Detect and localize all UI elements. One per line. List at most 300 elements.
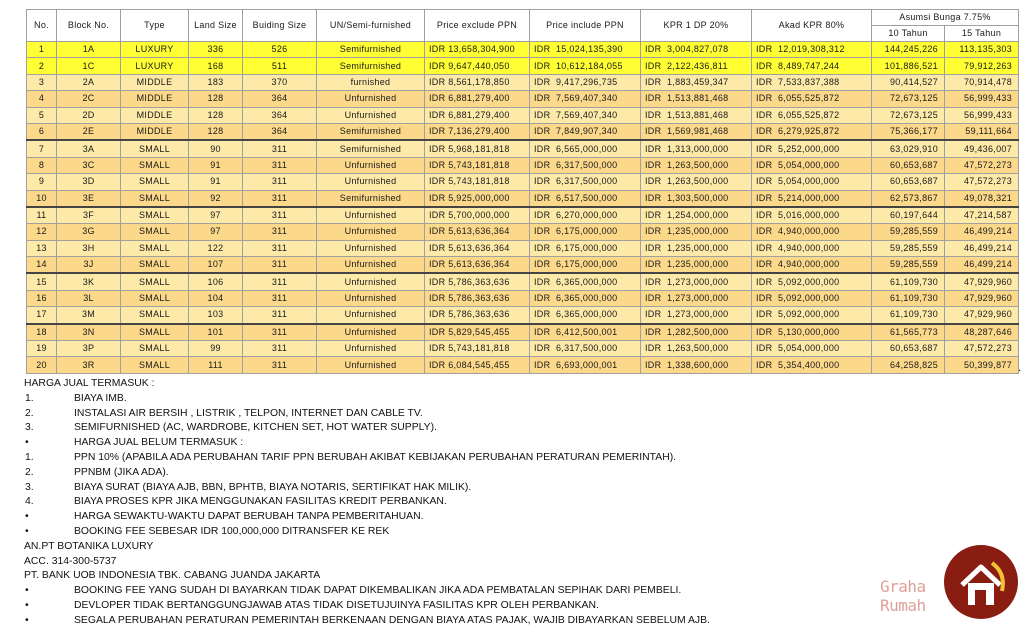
- cell-akad-kpr: [752, 157, 872, 173]
- cell-land-size: 91: [189, 157, 243, 173]
- cell-no: 17: [27, 307, 57, 324]
- cell-land-size: 103: [189, 307, 243, 324]
- cell-no: 10: [27, 190, 57, 207]
- cell-building-size: 311: [243, 224, 317, 240]
- table-row: [27, 357, 1019, 373]
- currency-label: IDR: [534, 359, 551, 370]
- cell-15-years: 48,287,646: [945, 324, 1019, 341]
- cell-furnish: Unfurnished: [317, 341, 425, 357]
- currency-label: IDR: [534, 109, 551, 120]
- header-land-size: Land Size: [189, 10, 243, 42]
- cell-10-years: 59,285,559: [872, 257, 945, 274]
- cell-kpr-dp-value: 1,235,000,000: [667, 242, 729, 253]
- cell-akad-kpr-value: 4,940,000,000: [778, 259, 840, 270]
- cell-kpr-dp: [641, 42, 752, 58]
- cell-building-size: 311: [243, 257, 317, 274]
- cell-price-include-value: 10,612,184,055: [556, 60, 623, 71]
- cell-price-exclude: IDR 8,561,178,850: [425, 74, 530, 90]
- table-row: [27, 74, 1019, 90]
- cell-building-size: 370: [243, 74, 317, 90]
- cell-price-exclude: IDR 5,700,000,000: [425, 207, 530, 224]
- cell-block: 3C: [57, 157, 121, 173]
- note-marker: •: [25, 525, 29, 537]
- table-row: [27, 157, 1019, 173]
- cell-akad-kpr: [752, 257, 872, 274]
- note-text: ACC. 314-300-5737: [24, 555, 117, 567]
- cell-price-exclude: IDR 6,084,545,455: [425, 357, 530, 373]
- cell-akad-kpr: [752, 290, 872, 306]
- cell-15-years: 50,399,877: [945, 357, 1019, 373]
- cell-block: 3G: [57, 224, 121, 240]
- cell-price-exclude: IDR 5,743,181,818: [425, 341, 530, 357]
- note-text: HARGA JUAL TERMASUK :: [24, 378, 155, 389]
- cell-block: 1A: [57, 42, 121, 58]
- cell-land-size: 99: [189, 341, 243, 357]
- cell-akad-kpr: [752, 224, 872, 240]
- cell-type: MIDDLE: [121, 107, 189, 123]
- cell-price-include: [530, 91, 641, 107]
- cell-price-exclude: IDR 5,786,363,636: [425, 307, 530, 324]
- cell-type: SMALL: [121, 290, 189, 306]
- cell-10-years: 61,109,730: [872, 273, 945, 290]
- cell-10-years: 60,653,687: [872, 174, 945, 190]
- currency-label: IDR: [534, 93, 551, 104]
- cell-price-include-value: 6,365,000,000: [556, 276, 618, 287]
- cell-akad-kpr-value: 5,354,400,000: [778, 359, 840, 370]
- currency-label: IDR: [534, 226, 551, 237]
- note-marker: •: [25, 511, 29, 523]
- currency-label: IDR: [645, 309, 662, 320]
- cell-block: 2C: [57, 91, 121, 107]
- cell-building-size: 311: [243, 240, 317, 256]
- trailing-mark: .: [1018, 360, 1022, 374]
- cell-price-include-value: 7,569,407,340: [556, 93, 618, 104]
- currency-label: IDR: [645, 276, 662, 287]
- cell-15-years: 56,999,433: [945, 91, 1019, 107]
- currency-label: IDR: [645, 44, 662, 55]
- cell-type: MIDDLE: [121, 74, 189, 90]
- note-marker: 4.: [25, 496, 34, 508]
- cell-price-exclude: IDR 5,968,181,818: [425, 140, 530, 157]
- cell-furnish: Unfurnished: [317, 157, 425, 173]
- cell-furnish: Unfurnished: [317, 207, 425, 224]
- cell-akad-kpr-value: 6,055,525,872: [778, 109, 840, 120]
- cell-no: 5: [27, 107, 57, 123]
- note-text: INSTALASI AIR BERSIH , LISTRIK , TELPON, INTERNET DAN CABLE TV.: [74, 407, 423, 419]
- cell-furnish: Unfurnished: [317, 324, 425, 341]
- cell-kpr-dp: [641, 140, 752, 157]
- cell-akad-kpr-value: 4,940,000,000: [778, 226, 840, 237]
- currency-label: IDR: [645, 242, 662, 253]
- cell-land-size: 111: [189, 357, 243, 373]
- cell-no: 11: [27, 207, 57, 224]
- table-row: [27, 123, 1019, 140]
- cell-15-years: 47,572,273: [945, 174, 1019, 190]
- cell-block: 1C: [57, 58, 121, 74]
- cell-type: SMALL: [121, 190, 189, 207]
- cell-block: 3F: [57, 207, 121, 224]
- currency-label: IDR: [534, 159, 551, 170]
- cell-type: SMALL: [121, 307, 189, 324]
- cell-price-include-value: 6,565,000,000: [556, 143, 618, 154]
- cell-furnish: Semifurnished: [317, 140, 425, 157]
- cell-price-include: [530, 207, 641, 224]
- currency-label: IDR: [756, 293, 773, 304]
- cell-furnish: furnished: [317, 74, 425, 90]
- note-text: SEGALA PERUBAHAN PERATURAN PEMERINTAH BERKENAAN DENGAN BIAYA ATAS PAJAK, WAJIB DIBAYARKAN SEBELUM AJB.: [74, 614, 710, 626]
- currency-label: IDR: [534, 309, 551, 320]
- cell-akad-kpr-value: 5,092,000,000: [778, 309, 840, 320]
- cell-price-exclude: IDR 5,743,181,818: [425, 174, 530, 190]
- note-marker: •: [25, 437, 29, 449]
- cell-15-years: 70,914,478: [945, 74, 1019, 90]
- cell-land-size: 97: [189, 207, 243, 224]
- cell-kpr-dp-value: 3,004,827,078: [667, 44, 729, 55]
- note-text: PT. BANK UOB INDONESIA TBK. CABANG JUANDA JAKARTA: [24, 570, 321, 582]
- cell-kpr-dp: [641, 58, 752, 74]
- note-marker: 1.: [25, 451, 34, 463]
- cell-akad-kpr: [752, 107, 872, 123]
- cell-15-years: 56,999,433: [945, 107, 1019, 123]
- cell-furnish: Unfurnished: [317, 174, 425, 190]
- cell-furnish: Unfurnished: [317, 307, 425, 324]
- table-row: [27, 207, 1019, 224]
- cell-no: 4: [27, 91, 57, 107]
- table-row: [27, 107, 1019, 123]
- cell-price-include-value: 6,175,000,000: [556, 259, 618, 270]
- cell-building-size: 311: [243, 290, 317, 306]
- cell-land-size: 91: [189, 174, 243, 190]
- note-text: SEMIFURNISHED (AC, WARDROBE, KITCHEN SET, HOT WATER SUPPLY).: [74, 422, 437, 434]
- cell-land-size: 107: [189, 257, 243, 274]
- cell-land-size: 128: [189, 107, 243, 123]
- cell-block: 3P: [57, 341, 121, 357]
- note-text: AN.PT BOTANIKA LUXURY: [24, 540, 154, 552]
- cell-building-size: 311: [243, 140, 317, 157]
- cell-price-include: [530, 341, 641, 357]
- cell-10-years: 61,109,730: [872, 307, 945, 324]
- cell-block: 2E: [57, 123, 121, 140]
- currency-label: IDR: [756, 259, 773, 270]
- cell-kpr-dp-value: 1,235,000,000: [667, 259, 729, 270]
- table-row: [27, 341, 1019, 357]
- currency-label: IDR: [534, 76, 551, 87]
- cell-price-include-value: 6,317,500,000: [556, 343, 618, 354]
- note-marker: 3.: [25, 422, 34, 434]
- cell-10-years: 61,109,730: [872, 290, 945, 306]
- cell-price-include-value: 6,365,000,000: [556, 309, 618, 320]
- cell-15-years: 47,214,587: [945, 207, 1019, 224]
- cell-type: SMALL: [121, 207, 189, 224]
- cell-kpr-dp: [641, 224, 752, 240]
- cell-10-years: 64,258,825: [872, 357, 945, 373]
- cell-akad-kpr-value: 5,214,000,000: [778, 192, 840, 203]
- currency-label: IDR: [645, 359, 662, 370]
- cell-block: 3R: [57, 357, 121, 373]
- cell-block: 3A: [57, 140, 121, 157]
- cell-land-size: 92: [189, 190, 243, 207]
- cell-building-size: 311: [243, 207, 317, 224]
- cell-type: SMALL: [121, 341, 189, 357]
- cell-akad-kpr-value: 5,054,000,000: [778, 343, 840, 354]
- cell-akad-kpr: [752, 307, 872, 324]
- graha-rumah-watermark: [878, 545, 1020, 627]
- currency-label: IDR: [645, 326, 662, 337]
- cell-15-years: 49,436,007: [945, 140, 1019, 157]
- cell-10-years: 61,565,773: [872, 324, 945, 341]
- cell-akad-kpr: [752, 240, 872, 256]
- currency-label: IDR: [534, 60, 551, 71]
- cell-land-size: 128: [189, 123, 243, 140]
- cell-price-include-value: 6,412,500,001: [556, 326, 618, 337]
- cell-kpr-dp: [641, 290, 752, 306]
- currency-label: IDR: [645, 176, 662, 187]
- cell-furnish: Unfurnished: [317, 240, 425, 256]
- cell-price-exclude: IDR 5,613,636,364: [425, 224, 530, 240]
- cell-price-include: [530, 273, 641, 290]
- cell-price-include-value: 15,024,135,390: [556, 44, 623, 55]
- cell-kpr-dp: [641, 190, 752, 207]
- cell-10-years: 59,285,559: [872, 240, 945, 256]
- table-row: [27, 174, 1019, 190]
- table-row: [27, 307, 1019, 324]
- note-text: BIAYA SURAT (BIAYA AJB, BBN, BPHTB, BIAYA NOTARIS, SERTIFIKAT HAK MILIK).: [74, 481, 472, 493]
- cell-15-years: 59,111,664: [945, 123, 1019, 140]
- cell-kpr-dp: [641, 307, 752, 324]
- cell-type: SMALL: [121, 157, 189, 173]
- cell-price-include: [530, 140, 641, 157]
- cell-price-exclude: IDR 7,136,279,400: [425, 123, 530, 140]
- cell-block: 3M: [57, 307, 121, 324]
- cell-building-size: 311: [243, 324, 317, 341]
- cell-block: 3J: [57, 257, 121, 274]
- cell-furnish: Semifurnished: [317, 123, 425, 140]
- cell-block: 3E: [57, 190, 121, 207]
- note-text: BIAYA PROSES KPR JIKA MENGGUNAKAN FASILITAS KREDIT PERBANKAN.: [74, 496, 447, 508]
- cell-price-include-value: 6,317,500,000: [556, 176, 618, 187]
- currency-label: IDR: [756, 359, 773, 370]
- header-no: No.: [27, 10, 57, 42]
- cell-price-exclude: IDR 6,881,279,400: [425, 91, 530, 107]
- currency-label: IDR: [756, 126, 773, 137]
- currency-label: IDR: [534, 44, 551, 55]
- cell-land-size: 106: [189, 273, 243, 290]
- cell-akad-kpr-value: 5,092,000,000: [778, 276, 840, 287]
- currency-label: IDR: [756, 242, 773, 253]
- cell-kpr-dp: [641, 341, 752, 357]
- cell-price-include: [530, 324, 641, 341]
- cell-price-include: [530, 224, 641, 240]
- cell-price-exclude: IDR 5,786,363,636: [425, 290, 530, 306]
- cell-no: 14: [27, 257, 57, 274]
- cell-price-include-value: 6,175,000,000: [556, 226, 618, 237]
- cell-akad-kpr-value: 6,279,925,872: [778, 126, 840, 137]
- cell-no: 7: [27, 140, 57, 157]
- currency-label: IDR: [534, 176, 551, 187]
- cell-type: SMALL: [121, 240, 189, 256]
- cell-akad-kpr: [752, 190, 872, 207]
- currency-label: IDR: [756, 109, 773, 120]
- cell-akad-kpr: [752, 207, 872, 224]
- currency-label: IDR: [756, 326, 773, 337]
- cell-10-years: 60,653,687: [872, 157, 945, 173]
- cell-price-include: [530, 107, 641, 123]
- header-type: Type: [121, 10, 189, 42]
- cell-type: LUXURY: [121, 58, 189, 74]
- cell-akad-kpr: [752, 91, 872, 107]
- cell-price-exclude: IDR 5,829,545,455: [425, 324, 530, 341]
- currency-label: IDR: [756, 60, 773, 71]
- cell-building-size: 364: [243, 107, 317, 123]
- cell-kpr-dp: [641, 357, 752, 373]
- cell-akad-kpr-value: 5,252,000,000: [778, 143, 840, 154]
- cell-type: SMALL: [121, 224, 189, 240]
- currency-label: IDR: [534, 143, 551, 154]
- cell-akad-kpr-value: 7,533,837,388: [778, 76, 840, 87]
- cell-no: 19: [27, 341, 57, 357]
- cell-kpr-dp: [641, 207, 752, 224]
- cell-kpr-dp: [641, 174, 752, 190]
- cell-land-size: 183: [189, 74, 243, 90]
- cell-no: 1: [27, 42, 57, 58]
- cell-10-years: 101,886,521: [872, 58, 945, 74]
- currency-label: IDR: [534, 192, 551, 203]
- cell-block: 2A: [57, 74, 121, 90]
- cell-15-years: 46,499,214: [945, 257, 1019, 274]
- note-text: BOOKING FEE SEBESAR IDR 100,000,000 DITRANSFER KE REK: [74, 525, 390, 537]
- cell-price-exclude: IDR 5,925,000,000: [425, 190, 530, 207]
- cell-price-include-value: 6,317,500,000: [556, 159, 618, 170]
- currency-label: IDR: [756, 343, 773, 354]
- cell-kpr-dp-value: 1,313,000,000: [667, 143, 729, 154]
- cell-no: 20: [27, 357, 57, 373]
- cell-price-include: [530, 123, 641, 140]
- cell-10-years: 59,285,559: [872, 224, 945, 240]
- cell-kpr-dp-value: 1,263,500,000: [667, 176, 729, 187]
- cell-akad-kpr-value: 4,940,000,000: [778, 242, 840, 253]
- table-row: [27, 257, 1019, 274]
- cell-kpr-dp-value: 1,303,500,000: [667, 192, 729, 203]
- cell-land-size: 90: [189, 140, 243, 157]
- header-price-exclude: Price exclude PPN: [425, 10, 530, 42]
- note-text: PPNBM (JIKA ADA).: [74, 466, 169, 478]
- cell-kpr-dp-value: 1,513,881,468: [667, 109, 729, 120]
- cell-15-years: 113,135,303: [945, 42, 1019, 58]
- cell-type: SMALL: [121, 324, 189, 341]
- cell-price-exclude: IDR 5,613,636,364: [425, 257, 530, 274]
- cell-kpr-dp-value: 1,263,500,000: [667, 159, 729, 170]
- currency-label: IDR: [534, 293, 551, 304]
- header-kpr-dp: KPR 1 DP 20%: [641, 10, 752, 42]
- cell-block: 2D: [57, 107, 121, 123]
- cell-akad-kpr-value: 5,054,000,000: [778, 176, 840, 187]
- cell-price-include-value: 9,417,296,735: [556, 76, 618, 87]
- note-text: BOOKING FEE YANG SUDAH DI BAYARKAN TIDAK DAPAT DIKEMBALIKAN JIKA ADA PEMBATALAN SEPIHAK DARI PEMBELI.: [74, 585, 682, 597]
- cell-10-years: 90,414,527: [872, 74, 945, 90]
- cell-akad-kpr-value: 8,489,747,244: [778, 60, 840, 71]
- cell-15-years: 47,572,273: [945, 157, 1019, 173]
- currency-label: IDR: [756, 143, 773, 154]
- cell-kpr-dp: [641, 273, 752, 290]
- cell-price-include-value: 6,365,000,000: [556, 293, 618, 304]
- cell-land-size: 336: [189, 42, 243, 58]
- cell-furnish: Unfurnished: [317, 357, 425, 373]
- cell-building-size: 311: [243, 357, 317, 373]
- cell-kpr-dp-value: 1,883,459,347: [667, 76, 729, 87]
- table-row: [27, 324, 1019, 341]
- note-text: HARGA JUAL BELUM TERMASUK :: [74, 437, 244, 449]
- cell-no: 13: [27, 240, 57, 256]
- table-row: [27, 290, 1019, 306]
- cell-kpr-dp: [641, 157, 752, 173]
- cell-akad-kpr-value: 5,016,000,000: [778, 210, 840, 221]
- cell-type: MIDDLE: [121, 123, 189, 140]
- cell-price-include: [530, 58, 641, 74]
- cell-building-size: 511: [243, 58, 317, 74]
- currency-label: IDR: [645, 293, 662, 304]
- cell-15-years: 79,912,263: [945, 58, 1019, 74]
- cell-price-include-value: 7,849,907,340: [556, 126, 618, 137]
- cell-building-size: 311: [243, 273, 317, 290]
- currency-label: IDR: [756, 210, 773, 221]
- cell-kpr-dp-value: 1,263,500,000: [667, 343, 729, 354]
- cell-10-years: 60,653,687: [872, 341, 945, 357]
- cell-block: 3N: [57, 324, 121, 341]
- cell-price-include: [530, 157, 641, 173]
- table-row: [27, 224, 1019, 240]
- cell-price-include: [530, 190, 641, 207]
- currency-label: IDR: [645, 126, 662, 137]
- cell-price-include: [530, 357, 641, 373]
- table-row: [27, 240, 1019, 256]
- note-marker: 2.: [25, 407, 34, 419]
- cell-price-include-value: 6,517,500,000: [556, 192, 618, 203]
- cell-furnish: Unfurnished: [317, 290, 425, 306]
- cell-no: 18: [27, 324, 57, 341]
- header-15-years: 15 Tahun: [945, 26, 1019, 42]
- cell-land-size: 122: [189, 240, 243, 256]
- cell-price-exclude: IDR 13,658,304,900: [425, 42, 530, 58]
- cell-no: 12: [27, 224, 57, 240]
- currency-label: IDR: [534, 126, 551, 137]
- currency-label: IDR: [756, 159, 773, 170]
- cell-price-include: [530, 290, 641, 306]
- currency-label: IDR: [645, 93, 662, 104]
- cell-kpr-dp-value: 1,235,000,000: [667, 226, 729, 237]
- cell-no: 2: [27, 58, 57, 74]
- cell-furnish: Unfurnished: [317, 107, 425, 123]
- cell-kpr-dp: [641, 324, 752, 341]
- cell-building-size: 311: [243, 190, 317, 207]
- watermark-line-2: Rumah: [880, 596, 926, 615]
- cell-kpr-dp: [641, 240, 752, 256]
- cell-akad-kpr-value: 5,054,000,000: [778, 159, 840, 170]
- note-text: BIAYA IMB.: [74, 392, 127, 404]
- cell-block: 3D: [57, 174, 121, 190]
- cell-kpr-dp: [641, 91, 752, 107]
- cell-furnish: Semifurnished: [317, 42, 425, 58]
- cell-price-exclude: IDR 5,613,636,364: [425, 240, 530, 256]
- cell-10-years: 144,245,226: [872, 42, 945, 58]
- currency-label: IDR: [645, 343, 662, 354]
- currency-label: IDR: [534, 326, 551, 337]
- cell-kpr-dp-value: 1,338,600,000: [667, 359, 729, 370]
- cell-type: SMALL: [121, 174, 189, 190]
- cell-kpr-dp: [641, 123, 752, 140]
- table-row: [27, 42, 1019, 58]
- cell-15-years: 46,499,214: [945, 224, 1019, 240]
- cell-price-include-value: 6,175,000,000: [556, 242, 618, 253]
